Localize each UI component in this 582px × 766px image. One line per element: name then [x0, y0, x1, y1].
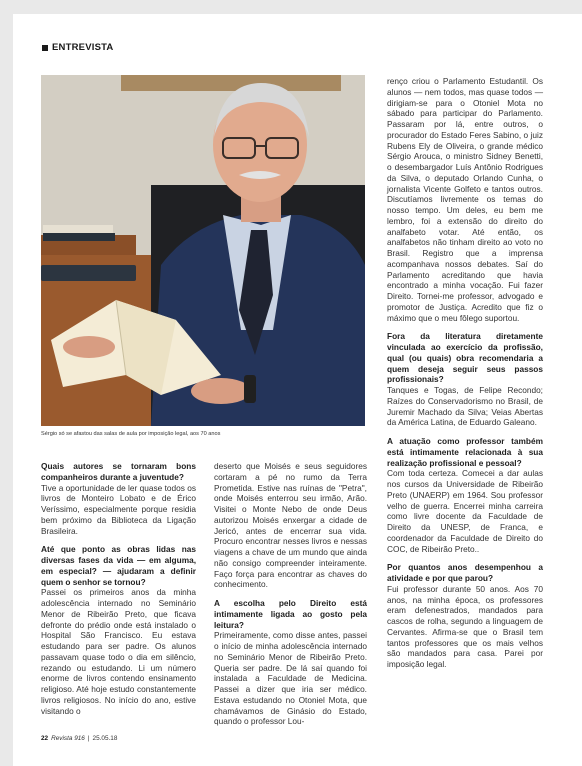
answer-3: Primeiramente, como disse antes, passei o início de minha adolescência internado no Seminário Menor de Ribeirão Preto. Queria ser padre. De lá saí quando foi instalada a Faculdade de Medicina. Passei a dizer que iria ser médico. Estava estudando no Otoniel Mota, que chamávamos de Ginásio do Estado, quando o professor Lou- [214, 630, 367, 727]
answer-4: Tanques e Togas, de Felipe Recondo; Raízes do Conservadorismo no Brasil, de Juremir Machado da Silva; Veias Abertas da América Latina, de Eduardo Galeano. [387, 385, 543, 428]
magazine-page [13, 14, 582, 766]
issue-date: 25.05.18 [92, 735, 118, 742]
page-number: 22 [41, 735, 49, 742]
question-1: Quais autores se tornaram bons companheiros durante a juventude? [41, 461, 196, 482]
footer-separator: | [87, 735, 90, 742]
answer-5: Com toda certeza. Comecei a dar aulas nos cursos da Universidade de Ribeirão Preto (UNAERP) em 1964. Sou professor velho de guerra. Encerrei minha carreira como livre docente da Faculdade de Direito da UNESP, de Franca, e coordenador da Faculdade de Direito do COC, de Ribeirão Preto.. [387, 468, 543, 554]
photo-caption: Sérgio só se afastou das salas de aula por imposição legal, aos 70 anos [41, 431, 221, 437]
question-3: A escolha pelo Direito está intimamente ligada ao gosto pela leitura? [214, 598, 367, 630]
answer-1: Tive a oportunidade de ler quase todos os livros de Monteiro Lobato e de Érico Veríssimo, especialmente porque residia bem próximo da Biblioteca da Ligação Brasileira. [41, 482, 196, 536]
answer-2-continued: deserto que Moisés e seus seguidores cortaram a pé no rumo da Terra Prometida. Estive nas ruínas de "Petra", onde Moisés enterrou seu irmão, Arão. Visitei o Monte Nebo de onde Deus autorizou Moisés enxergar a cidade de Jericó, antes de encerrar sua vida. Procuro encontrar nesses livros e nessas viagens a chave de um mundo que ainda não consigo compreender inteiramente. Faço força para encontrar as chaves do conhecimento. [214, 461, 367, 590]
answer-3-continued: renço criou o Parlamento Estudantil. Os alunos — nem todos, mas quase todos — dirigiam-se para o Otoniel Mota no sábado para participar do Parlamento. Passaram por lá, entre outros, o procurador do Estado Feres Sabino, o juiz Rubens Ely de Oliveira, o grande médico Sérgio Arouca, o ministro Sidney Benetti, o desembargador Luís Antônio Rodrigues da Silva, o deputado Orlando Cunha, o jornalista Vicente Golfeto e tantos outros. Discutíamos livremente os temas do nosso tempo. Um deles, eu bem me lembro, foi a extensão do direito do analfabeto votar. Até então, os analfabetos não tinham direito ao voto no Brasil. Registro que a imprensa acompanhava nossos debates. Saí do Parlamento acreditando que havia encontrado a minha vocação. Fui fazer Direito. Tornei-me professor, advogado e promotor de Justiça. Acredito que fiz o máximo que o meu fôlego suportou. [387, 76, 543, 323]
text-column-3 [387, 76, 543, 670]
text-column-1 [41, 461, 196, 716]
magazine-name: Revista 916 [51, 735, 85, 742]
text-column-2 [214, 461, 367, 727]
answer-2: Passei os primeiros anos da minha adolescência internado no Seminário Menor de Ribeirão Preto, que ficava defronte do prédio onde está instalado o Hospital São Francisco. Eu estava estudando para ser padre. Os alunos passavam quase todo o dia em silêncio, rezando ou estudando. Li um número enorme de livros contendo ensinamento religioso. Até hoje estudo constantemente livros religiosos. No início do ano, estive visitando o [41, 587, 196, 716]
question-2: Até que ponto as obras lidas nas diversas fases da vida — em alguma, em especial? — ajudaram a definir quem o senhor se tornou? [41, 544, 196, 587]
interview-photo [41, 75, 365, 426]
question-4: Fora da literatura diretamente vinculada ao exercício da profissão, qual (ou quais) obra recomendaria a quem deseja seguir seus passos profissionais? [387, 331, 543, 385]
page-footer [41, 735, 117, 742]
section-square-icon [42, 45, 48, 51]
portrait-illustration [41, 75, 365, 426]
question-6: Por quantos anos desempenhou a atividade e por que parou? [387, 562, 543, 583]
section-tag [42, 42, 113, 53]
section-label: ENTREVISTA [52, 42, 114, 53]
answer-6: Fui professor durante 50 anos. Aos 70 anos, na minha época, os professores eram defenestrados, mandados para cascos de rolha, segundo a linguagem de Cervantes. Afirma-se que o Brasil tem tantos professores que os mais velhos são mandados para casa. Parei por imposição legal. [387, 583, 543, 669]
question-5: A atuação como professor também está intimamente relacionada à sua realização profissional e pessoal? [387, 436, 543, 468]
